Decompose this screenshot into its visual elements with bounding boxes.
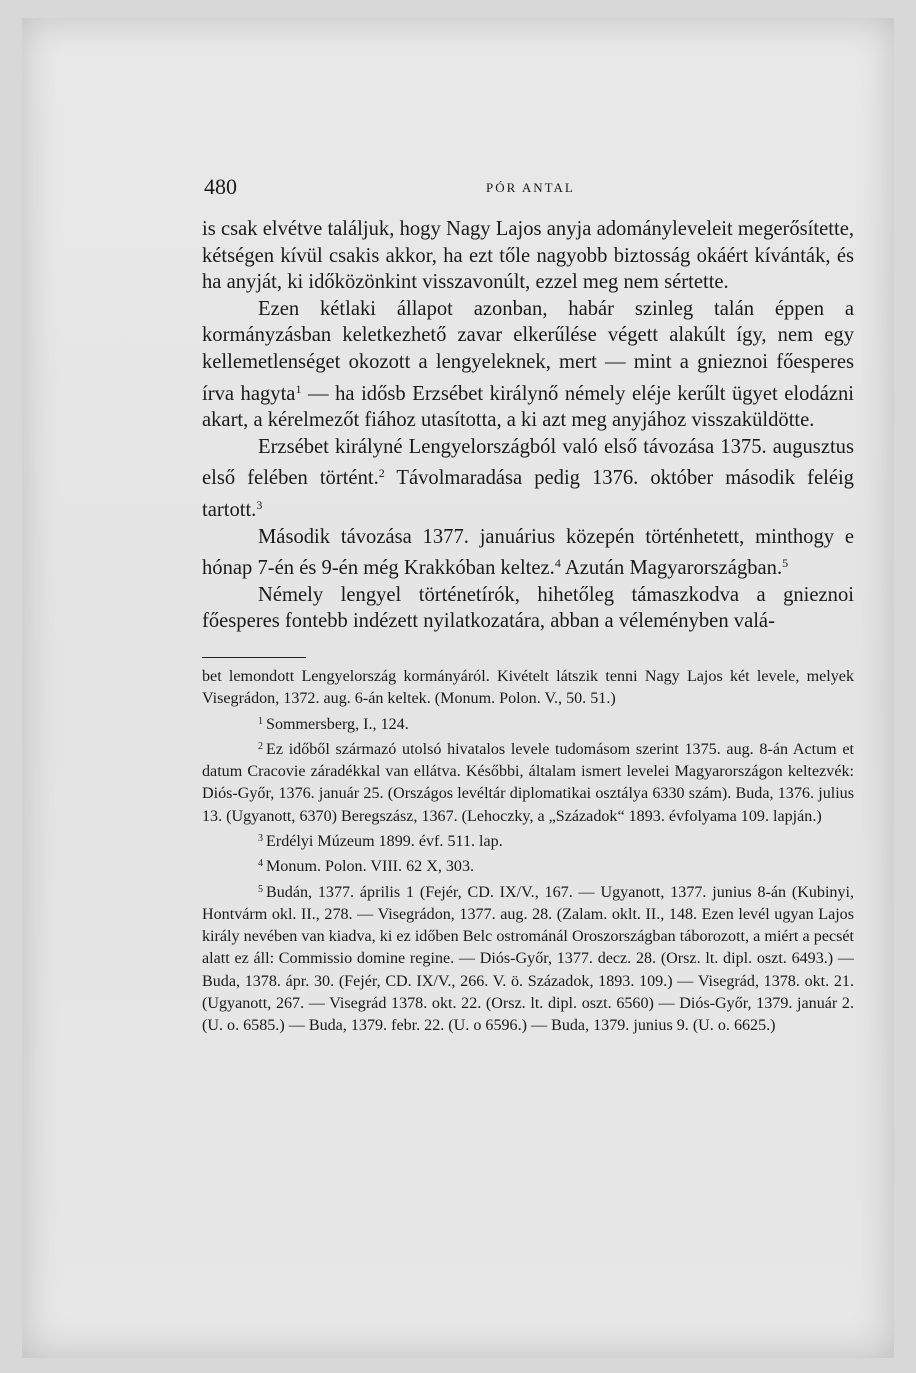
footnote-text: Monum. Polon. VIII. 62 X, 303. (266, 858, 475, 876)
footnote-text: Erdélyi Múzeum 1899. évf. 511. lap. (266, 832, 503, 850)
footnotes (202, 666, 854, 1038)
footnote-rule (202, 657, 306, 658)
body-paragraph (202, 296, 854, 434)
body-paragraph: Némely lengyel történetírók, hihetőleg támaszkodva a gnieznoi főesperes fontebb indézett nyilatkozatára, abban a véleményben valá- (202, 583, 854, 633)
footnote (202, 736, 854, 828)
footnote-marker: 3 (258, 832, 263, 844)
body-text (202, 216, 854, 635)
page-content (202, 166, 854, 1038)
footnote-text: Sommersberg, I., 124. (266, 715, 409, 733)
page-number: 480 (204, 174, 237, 199)
footnote (202, 666, 854, 711)
footnote (202, 879, 854, 1038)
footnote-reference[interactable]: 5 (782, 556, 789, 571)
footnote-reference[interactable]: 2 (378, 466, 385, 481)
running-title: PÓR ANTAL (486, 180, 575, 195)
body-paragraph (202, 524, 854, 582)
footnote-text: Ez időből származó utolsó hivatalos levele tudomásom szerint 1375. aug. 8-án Actum et datum Cracovie záradékkal van ellátva. Későbbi, általam ismert levelei Magyarországon keltezvék: Diós-Győr, 1376. január 25. (Országos levéltár diplomatikai osztálya 6330 szám). Buda, 1376. julius 13. (Ugyanott, 6370) Beregszász, 1367. (Lehoczky, a „Századok“ 1893. évfolyama 109. lapján.) (202, 740, 854, 825)
footnote-marker: 2 (258, 740, 263, 752)
paragraph-text: Erzsébet királyné Lengyelországból való első távozása 1375. augusztus első felében történt. (202, 435, 854, 490)
paragraph-text: Ezen kétlaki állapot azonban, habár szinleg talán éppen a kormányzásban keletkezhető zavar elkerűlése végett alakúlt így, nem egy kellemetlenséget okozott a lengyeleknek, mert — mint a gnieznoi főesperes írva hagyta (202, 297, 854, 405)
footnote (202, 853, 854, 878)
footnote-marker: 4 (258, 858, 263, 870)
paragraph-text: — ha idősb Erzsébet királynő némely eléje kerűlt ügyet elodázni akart, a kérelmezőt fiához utasította, a ki azt meg anyjához visszaküldötte. (202, 382, 855, 432)
running-head (202, 166, 854, 202)
paragraph-text: Második távozása 1377. januárius közepén történhetett, minthogy e hónap 7-én és 9-én még Krakkóban keltez. (202, 525, 854, 580)
paragraph-text: Távolmaradása pedig 1376. október második feléig tartott. (202, 467, 854, 521)
footnote-marker: 1 (258, 715, 263, 727)
footnote-reference[interactable]: 4 (554, 556, 561, 571)
footnote-reference[interactable]: 3 (256, 497, 263, 512)
footnote (202, 828, 854, 853)
footnote (202, 711, 854, 736)
footnote-text: bet lemondott Lengyelország kormányáról. Kivételt látszik tenni Nagy Lajos két levele, melyek Visegrádon, 1372. aug. 6-án keltek. (Monum. Polon. V., 50. 51.) (202, 667, 854, 708)
body-paragraph (202, 434, 854, 524)
footnote-reference[interactable]: 1 (295, 381, 302, 396)
footnote-marker: 5 (258, 883, 263, 895)
scanned-page (22, 18, 894, 1358)
footnote-text: Budán, 1377. április 1 (Fejér, CD. IX/V., 167. — Ugyanott, 1377. junius 8-án (Kubinyi, Hontvárm okl. II., 278. — Visegrádon, 1377. aug. 28. (Zalam. oklt. II., 148. Ezen levél ugyan Lajos király nevében van kiadva, ki ez időben Belc ostrománál Oroszországban táborozott, a miért a pecsét alatt ez áll: Commissio domine regine. — Diós-Győr, 1377. decz. 28. (Orsz. lt. dipl. oszt. 6493.) — Buda, 1378. ápr. 30. (Fejér, CD. IX/V., 266. V. ö. Századok, 1893. 109.) — Visegrád, 1378. okt. 21. (Ugyanott, 267. — Visegrád 1378. okt. 22. (Orsz. lt. dipl. oszt. 6560) — Diós-Győr, 1379. január 2. (U. o. 6585.) — Buda, 1379. febr. 22. (U. o 6596.) — Buda, 1379. junius 9. (U. o. 6625.) (202, 883, 854, 1035)
paragraph-text: Azután Magyarországban. (560, 557, 783, 580)
body-paragraph: is csak elvétve találjuk, hogy Nagy Lajos anyja adományleveleit megerősítette, kétségen kívül csakis akkor, ha ezt tőle nagyobb biztosság okáért kívánták, és ha anyját, ki időközönkint visszavonúlt, ezzel meg nem sértette. (202, 218, 854, 294)
